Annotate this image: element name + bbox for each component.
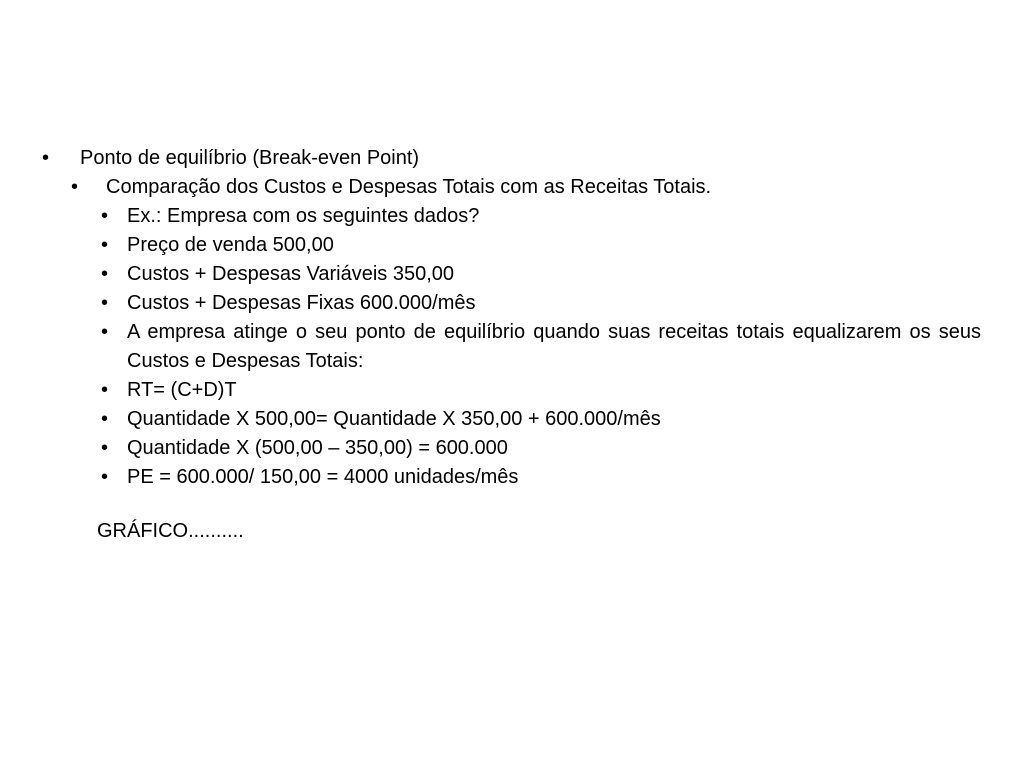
bullet-level3-item — [0, 289, 1024, 318]
bullet-level3-item — [0, 463, 1024, 492]
bullet-icon: • — [101, 466, 109, 488]
bullet-level3-text: Quantidade X (500,00 – 350,00) = 600.000 — [127, 437, 508, 459]
bullet-level3-text: Custos + Despesas Variáveis 350,00 — [127, 263, 455, 285]
bullet-icon: • — [42, 147, 50, 169]
bullet-level3-item — [0, 318, 1024, 376]
bullet-icon: • — [101, 234, 109, 256]
bullet-level2-item — [0, 173, 1024, 202]
bullet-level3-item — [0, 260, 1024, 289]
bullet-icon: • — [101, 292, 109, 314]
bullet-level3-text: Preço de venda 500,00 — [127, 234, 334, 256]
bullet-level3-item — [0, 231, 1024, 260]
bullet-level3-item — [0, 405, 1024, 434]
bullet-icon: • — [101, 408, 109, 430]
bullet-icon: • — [101, 205, 109, 227]
bullet-icon: • — [101, 379, 109, 401]
bullet-level3-item — [0, 202, 1024, 231]
bullet-icon: • — [71, 176, 79, 198]
bullet-icon: • — [101, 321, 109, 343]
bullet-level3-item — [0, 434, 1024, 463]
bullet-level3-text: RT= (C+D)T — [127, 379, 237, 401]
bullet-level3-text: A empresa atinge o seu ponto de equilíbrio quando suas receitas totais equalizarem os seus Custos e Despesas Totais: — [127, 321, 981, 372]
bullet-level1-text: Ponto de equilíbrio (Break-even Point) — [80, 147, 420, 169]
bullet-level2-text: Comparação dos Custos e Despesas Totais com as Receitas Totais. — [106, 176, 712, 198]
bullet-level3-text: PE = 600.000/ 150,00 = 4000 unidades/mês — [127, 466, 519, 488]
bullet-icon: • — [101, 437, 109, 459]
bullet-level3-text: Ex.: Empresa com os seguintes dados? — [127, 205, 480, 227]
bullet-list — [0, 144, 1024, 542]
bullet-level3-text: Quantidade X 500,00= Quantidade X 350,00 + 600.000/mês — [127, 408, 661, 430]
grafico-label: GRÁFICO.......... — [97, 520, 244, 542]
bullet-icon: • — [101, 263, 109, 285]
bullet-level3-item — [0, 376, 1024, 405]
bullet-level1-item — [0, 144, 1024, 173]
bullet-level3-text: Custos + Despesas Fixas 600.000/mês — [127, 292, 476, 314]
